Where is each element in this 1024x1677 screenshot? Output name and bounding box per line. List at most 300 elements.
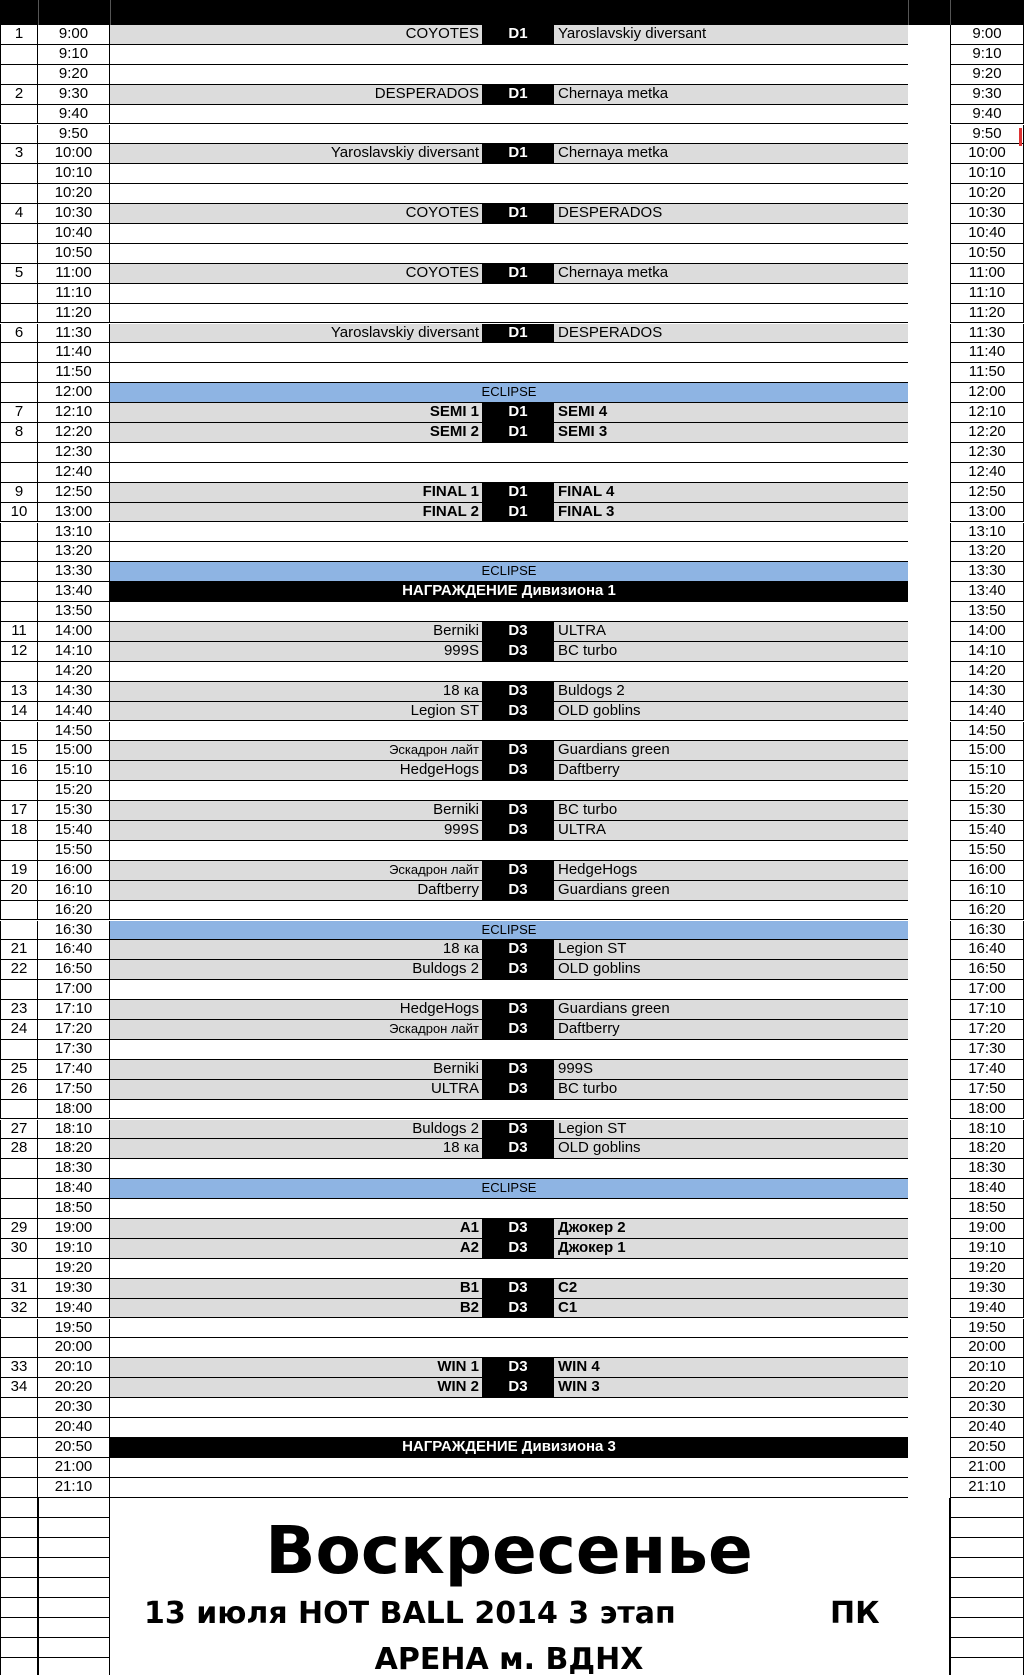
time-slot: 10:30 [38,204,110,224]
time-slot-right: 19:20 [950,1259,1024,1279]
time-slot-right: 11:00 [950,264,1024,284]
match-cell [110,1060,908,1080]
team-away: DESPERADOS [558,323,663,341]
match-cell [110,682,908,702]
division-badge: D3 [482,682,554,702]
time-slot-right: 17:10 [950,1000,1024,1020]
row-gap [908,244,950,264]
time-slot-right: 20:30 [950,1398,1024,1418]
match-number [0,164,38,184]
time-slot: 11:30 [38,324,110,344]
time-slot: 14:40 [38,702,110,722]
schedule-row [0,1020,1024,1040]
time-slot-right: 9:00 [950,25,1024,45]
team-away: Guardians green [558,741,670,759]
time-slot: 20:30 [38,1398,110,1418]
team-away: FINAL 4 [558,482,615,500]
division-badge: D1 [482,264,554,284]
time-slot-right: 19:00 [950,1219,1024,1239]
match-number: 19 [0,861,38,881]
schedule-row [0,1040,1024,1060]
schedule-row [0,901,1024,921]
row-gap [908,602,950,622]
time-slot-right: 12:00 [950,383,1024,403]
time-slot-right: 11:30 [950,324,1024,344]
match-number: 22 [0,960,38,980]
match-number: 3 [0,144,38,164]
time-slot: 11:00 [38,264,110,284]
empty-cell [110,1478,908,1498]
match-cell [110,264,908,284]
time-slot-right: 17:30 [950,1040,1024,1060]
row-gap [908,562,950,582]
match-cell [110,1120,908,1140]
row-gap [908,1020,950,1040]
row-gap [908,144,950,164]
match-cell [110,1299,908,1319]
time-slot-right: 20:00 [950,1338,1024,1358]
schedule-row [0,1080,1024,1100]
schedule-row [0,761,1024,781]
match-number [0,304,38,324]
match-number [0,1040,38,1060]
row-gap [908,105,950,125]
schedule-row [0,542,1024,562]
row-gap [908,1179,950,1199]
break-cell [110,383,908,403]
team-home: Berniki [433,622,479,639]
team-home: Эскадрон лайт [389,1021,479,1036]
row-gap [908,781,950,801]
division-badge: D1 [482,423,554,443]
empty-cell [110,1040,908,1060]
team-away: Legion ST [558,1119,627,1137]
team-home: Buldogs 2 [412,1119,479,1137]
footer-grid-line [951,1517,1023,1518]
time-slot-right: 10:30 [950,204,1024,224]
schedule-row [0,1398,1024,1418]
schedule-row [0,1458,1024,1478]
match-number [0,1458,38,1478]
schedule-row [0,1179,1024,1199]
team-away: Джокер 1 [558,1238,626,1256]
division-badge: D3 [482,642,554,662]
footer-grid-line [39,1657,109,1658]
time-slot: 15:50 [38,841,110,861]
time-slot: 20:40 [38,1418,110,1438]
division-badge: D3 [482,1060,554,1080]
empty-cell [110,244,908,264]
team-home: 999S [443,641,479,659]
time-slot: 11:40 [38,343,110,363]
row-gap [908,801,950,821]
time-slot-right: 11:40 [950,343,1024,363]
time-slot-right: 13:40 [950,582,1024,602]
schedule-row [0,582,1024,602]
time-slot: 12:10 [38,403,110,423]
team-away: Chernaya metka [558,144,669,162]
match-number: 24 [0,1020,38,1040]
footer-grid-line [1,1557,37,1558]
match-number [0,125,38,145]
match-number [0,1159,38,1179]
empty-cell [110,105,908,125]
time-slot: 19:00 [38,1219,110,1239]
schedule-row [0,1100,1024,1120]
schedule-row [0,602,1024,622]
time-slot-right: 21:00 [950,1458,1024,1478]
match-cell [110,1219,908,1239]
empty-cell [110,662,908,682]
time-slot-right: 19:40 [950,1299,1024,1319]
row-gap [908,383,950,403]
time-slot: 10:50 [38,244,110,264]
row-gap [908,1199,950,1219]
match-number [0,1478,38,1498]
match-cell [110,324,908,344]
row-gap [908,1319,950,1339]
schedule-row [0,363,1024,383]
time-slot-right: 12:50 [950,483,1024,503]
time-slot: 9:20 [38,65,110,85]
empty-cell [110,184,908,204]
match-cell [110,861,908,881]
match-number: 8 [0,423,38,443]
row-gap [908,1100,950,1120]
schedule-row [0,1239,1024,1259]
empty-cell [110,45,908,65]
empty-cell [110,1418,908,1438]
match-cell [110,423,908,443]
team-home: A1 [459,1219,479,1236]
match-number: 2 [0,85,38,105]
time-slot: 13:50 [38,602,110,622]
time-slot-right: 18:40 [950,1179,1024,1199]
match-number: 25 [0,1060,38,1080]
team-home: A2 [459,1238,479,1256]
team-away: Guardians green [558,1000,670,1018]
footer-grid-line [1,1637,37,1638]
match-cell [110,1279,908,1299]
empty-cell [110,1319,908,1339]
row-gap [908,861,950,881]
break-label: ECLIPSE [481,1180,537,1196]
match-number [0,1179,38,1199]
time-slot-right: 10:40 [950,224,1024,244]
time-slot: 10:00 [38,144,110,164]
team-away: HedgeHogs [558,860,638,878]
time-slot: 9:00 [38,25,110,45]
team-home: COYOTES [405,263,479,281]
row-gap [908,821,950,841]
match-number [0,662,38,682]
row-gap [908,443,950,463]
match-cell [110,25,908,45]
match-number [0,1199,38,1219]
row-gap [908,881,950,901]
schedule-row [0,125,1024,145]
row-gap [908,125,950,145]
time-slot: 11:10 [38,284,110,304]
time-slot-right: 18:10 [950,1120,1024,1140]
row-gap [908,204,950,224]
schedule-row [0,85,1024,105]
time-slot: 10:20 [38,184,110,204]
footer-grid-line [39,1557,109,1558]
division-badge: D3 [482,1219,554,1239]
time-slot: 18:00 [38,1100,110,1120]
match-number: 31 [0,1279,38,1299]
time-slot-right: 16:00 [950,861,1024,881]
footer-rtime-column [950,1498,1024,1675]
team-away: Chernaya metka [558,84,669,102]
time-slot: 19:20 [38,1259,110,1279]
schedule-row [0,1279,1024,1299]
schedule-row [0,224,1024,244]
match-number [0,1319,38,1339]
footer-grid-line [951,1557,1023,1558]
match-number [0,443,38,463]
time-slot-right: 19:10 [950,1239,1024,1259]
team-away: ULTRA [558,821,607,838]
match-cell [110,1378,908,1398]
row-gap [908,1139,950,1159]
schedule-row [0,65,1024,85]
schedule-row [0,622,1024,642]
division-badge: D3 [482,622,554,642]
match-number [0,244,38,264]
schedule-row [0,741,1024,761]
match-number [0,65,38,85]
time-slot-right: 16:10 [950,881,1024,901]
footer-grid-line [1,1657,37,1658]
time-slot-right: 20:40 [950,1418,1024,1438]
time-slot: 13:30 [38,562,110,582]
row-gap [908,343,950,363]
time-slot: 18:20 [38,1139,110,1159]
division-badge: D3 [482,702,554,722]
empty-cell [110,65,908,85]
division-badge: D3 [482,1139,554,1159]
schedule-row [0,662,1024,682]
team-home: COYOTES [405,25,479,42]
time-slot-right: 19:30 [950,1279,1024,1299]
time-slot: 14:00 [38,622,110,642]
time-slot-right: 12:40 [950,463,1024,483]
schedule-row [0,463,1024,483]
time-slot: 21:00 [38,1458,110,1478]
empty-cell [110,1100,908,1120]
time-slot: 17:20 [38,1020,110,1040]
team-away: WIN 4 [558,1358,600,1376]
team-home: HedgeHogs [399,1000,479,1018]
time-slot-right: 15:00 [950,741,1024,761]
schedule-row [0,383,1024,403]
match-number: 13 [0,682,38,702]
time-slot-right: 14:20 [950,662,1024,682]
row-gap [908,1418,950,1438]
time-slot: 12:20 [38,423,110,443]
match-number [0,841,38,861]
row-gap [908,761,950,781]
row-gap [908,264,950,284]
empty-cell [110,164,908,184]
schedule-row [0,483,1024,503]
time-slot: 17:30 [38,1040,110,1060]
team-home: Berniki [433,801,479,819]
footer-grid-line [951,1537,1023,1538]
venue-label: АРЕНА м. ВДНХ [374,1641,644,1677]
schedule-row [0,1319,1024,1339]
match-cell [110,204,908,224]
row-gap [908,1219,950,1239]
footer-grid-line [39,1577,109,1578]
row-gap [908,423,950,443]
row-gap [908,682,950,702]
team-home: 999S [443,821,479,838]
match-number: 6 [0,324,38,344]
match-number [0,1100,38,1120]
match-number [0,224,38,244]
footer-grid-line [1,1577,37,1578]
match-number [0,542,38,562]
time-slot-right: 9:40 [950,105,1024,125]
schedule-row [0,702,1024,722]
time-slot-right: 18:00 [950,1100,1024,1120]
row-gap [908,503,950,523]
time-slot: 16:30 [38,921,110,941]
time-slot-right: 13:30 [950,562,1024,582]
row-gap [908,741,950,761]
time-slot: 16:00 [38,861,110,881]
match-cell [110,403,908,423]
schedule-row [0,25,1024,45]
team-away: 999S [558,1059,594,1077]
team-away: WIN 3 [558,1378,600,1396]
empty-cell [110,781,908,801]
time-slot: 17:10 [38,1000,110,1020]
match-cell [110,622,908,642]
award-label: НАГРАЖДЕНИЕ Дивизиона 1 [402,582,616,600]
schedule-row [0,722,1024,742]
row-gap [908,1338,950,1358]
row-gap [908,901,950,921]
schedule-row [0,1378,1024,1398]
division-badge: D3 [482,861,554,881]
row-gap [908,45,950,65]
footer-time-column [38,1498,110,1675]
division-badge: D3 [482,881,554,901]
row-gap [908,1080,950,1100]
time-slot-right: 16:20 [950,901,1024,921]
time-slot-right: 20:50 [950,1438,1024,1458]
match-cell [110,1139,908,1159]
match-number: 7 [0,403,38,423]
team-away: ULTRA [558,622,607,639]
division-badge: D3 [482,1080,554,1100]
time-slot: 15:30 [38,801,110,821]
row-gap [908,582,950,602]
match-number: 9 [0,483,38,503]
match-cell [110,642,908,662]
time-slot: 12:40 [38,463,110,483]
schedule-row [0,324,1024,344]
team-home: DESPERADOS [374,84,479,102]
match-cell [110,483,908,503]
schedule-row [0,1299,1024,1319]
time-slot-right: 19:50 [950,1319,1024,1339]
row-gap [908,1040,950,1060]
schedule-row [0,1259,1024,1279]
team-home: FINAL 1 [422,482,479,500]
footer-grid-line [39,1597,109,1598]
schedule-row [0,244,1024,264]
row-gap [908,25,950,45]
team-away: Buldogs 2 [558,681,625,699]
time-slot-right: 16:50 [950,960,1024,980]
match-number [0,45,38,65]
schedule-row [0,821,1024,841]
footer-title-area [110,1498,908,1675]
break-cell [110,562,908,582]
match-cell [110,144,908,164]
team-away: SEMI 4 [558,403,608,421]
row-gap [908,980,950,1000]
empty-cell [110,443,908,463]
time-slot: 20:10 [38,1358,110,1378]
time-slot: 18:30 [38,1159,110,1179]
time-slot-right: 21:10 [950,1478,1024,1498]
match-number [0,602,38,622]
empty-cell [110,284,908,304]
time-slot-right: 10:00 [950,144,1024,164]
match-cell [110,940,908,960]
empty-cell [110,1259,908,1279]
match-number [0,1398,38,1418]
match-cell [110,1000,908,1020]
schedule-row [0,45,1024,65]
time-slot: 17:50 [38,1080,110,1100]
row-gap [908,483,950,503]
row-gap [908,1378,950,1398]
footer-grid-line [39,1637,109,1638]
row-gap [908,1259,950,1279]
row-gap [908,1159,950,1179]
division-badge: D1 [482,144,554,164]
time-slot: 15:00 [38,741,110,761]
match-number: 11 [0,622,38,642]
time-slot-right: 14:00 [950,622,1024,642]
time-slot-right: 18:20 [950,1139,1024,1159]
schedule-row [0,105,1024,125]
time-slot-right: 16:40 [950,940,1024,960]
schedule-row [0,503,1024,523]
match-number: 12 [0,642,38,662]
match-number [0,284,38,304]
match-number [0,343,38,363]
team-home: 18 ка [442,940,479,958]
match-number: 14 [0,702,38,722]
team-home: WIN 2 [437,1378,479,1396]
match-cell [110,761,908,781]
empty-cell [110,523,908,543]
schedule-row [0,184,1024,204]
team-away: OLD goblins [558,960,641,978]
time-slot: 9:30 [38,85,110,105]
empty-cell [110,602,908,622]
time-slot: 19:30 [38,1279,110,1299]
team-home: SEMI 2 [429,423,479,440]
